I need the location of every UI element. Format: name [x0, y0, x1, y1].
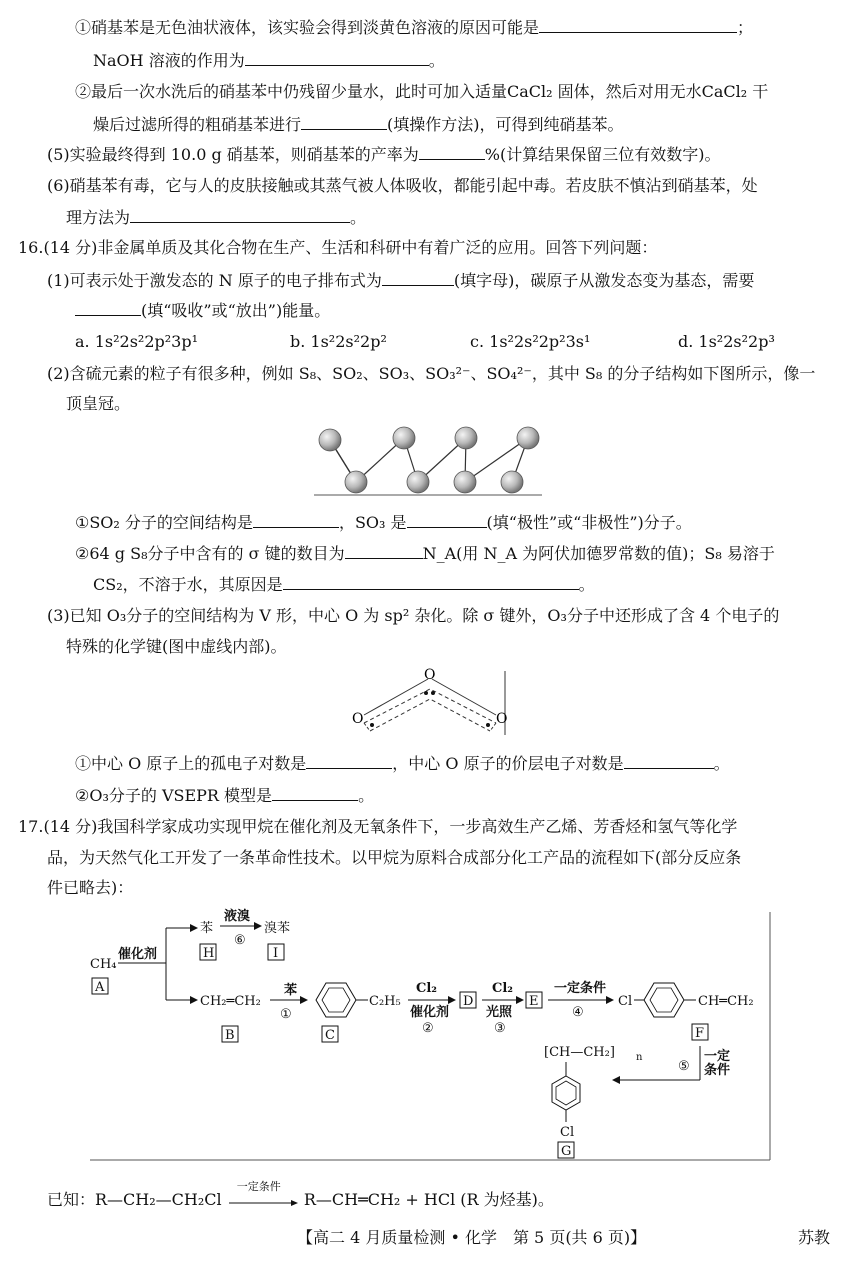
option-b: b. 1s²2s²2p²: [290, 332, 387, 351]
label-f: F: [695, 1026, 705, 1041]
label-e: E: [529, 994, 539, 1009]
answer-blank[interactable]: [301, 112, 387, 130]
s8-structure-diagram: [312, 420, 544, 500]
q17-title: 17.(14 分)我国科学家成功实现甲烷在催化剂及无氧条件下，一步高效生产乙烯、芳香烃和氢气等化学: [18, 817, 738, 836]
answer-blank[interactable]: [539, 15, 737, 33]
polymer-repeat-unit: [CH—CH₂]: [544, 1045, 615, 1060]
condition-5a: 一定: [704, 1049, 731, 1064]
oxygen-atom-left: O: [352, 711, 364, 727]
answer-blank[interactable]: [130, 205, 350, 223]
degree-polymerization: n: [636, 1052, 643, 1063]
label-c: C: [325, 1028, 335, 1043]
answer-blank[interactable]: [75, 298, 141, 316]
sulfur-atom: [501, 471, 523, 493]
answer-blank[interactable]: [407, 510, 487, 528]
known-condition: 一定条件: [236, 1179, 281, 1193]
sulfur-atom: [393, 427, 415, 449]
chloro-substituent: Cl: [618, 994, 633, 1009]
label-g: G: [561, 1144, 572, 1159]
step-6: ⑥: [234, 933, 246, 948]
q16-2-text-2: 顶皇冠。: [66, 394, 131, 413]
sulfur-atom: [517, 427, 539, 449]
step-5: ⑤: [678, 1059, 690, 1074]
footer-center: 【高二 4 月质量检测 • 化学 第 5 页(共 6 页)】: [297, 1228, 647, 1247]
answer-blank[interactable]: [419, 142, 485, 160]
q6-text-2: 理方法为 。: [66, 205, 366, 230]
answer-blank[interactable]: [624, 751, 714, 769]
answer-blank[interactable]: [306, 751, 392, 769]
synthesis-flowchart: [88, 908, 772, 1163]
answer-blank[interactable]: [283, 572, 579, 590]
sulfur-atom: [345, 471, 367, 493]
step-3: ③: [494, 1021, 506, 1036]
bromobenzene-label: 溴苯: [264, 921, 291, 936]
o3-bond-diagram: [350, 667, 510, 737]
answer-blank[interactable]: [245, 48, 429, 66]
sulfur-atom: [455, 427, 477, 449]
ethyl-group: C₂H₅: [369, 994, 401, 1009]
q6-text: (6)硝基苯有毒，它与人的皮肤接触或其蒸气被人体吸收，都能引起中毒。若皮肤不慎沾到硝基苯，处: [47, 176, 758, 195]
q4-1-text-2: NaOH 溶液的作用为 。: [93, 48, 445, 73]
sulfur-atom: [319, 429, 341, 451]
q5-text: (5)实验最终得到 10.0 g 硝基苯，则硝基苯的产率为 %(计算结果保留三位有效数字)。: [47, 142, 721, 167]
q17-text-2: 品，为天然气化工开发了一条革命性技术。以甲烷为原料合成部分化工产品的流程如下(部分反应条: [47, 848, 742, 867]
q16-2-2-text: ②64 g S₈分子中含有的 σ 键的数目为 N_A(用 N_A 为阿伏加德罗常数的值)；S₈ 易溶于: [75, 541, 775, 566]
benzene-reagent: 苯: [284, 983, 298, 998]
label-i: I: [273, 946, 279, 961]
q16-2-1-text: ①SO₂ 分子的空间结构是 ，SO₃ 是 (填“极性”或“非极性”)分子。: [75, 510, 692, 535]
q4-2-text: ②最后一次水洗后的硝基苯中仍残留少量水，此时可加入适量CaCl₂ 固体，然后对用无水CaCl₂ 干: [75, 82, 769, 101]
step-1: ①: [280, 1007, 292, 1022]
chlorine-reagent: Cl₂: [416, 981, 437, 996]
ethylene-label: CH₂═CH₂: [200, 994, 261, 1009]
chlorine-reagent-2: Cl₂: [492, 981, 513, 996]
q16-1-text: (1)可表示处于激发态的 N 原子的电子排布式为 (填字母)，碳原子从激发态变为基态，需要: [47, 268, 754, 293]
q16-3-1-text: ①中心 O 原子上的孤电子对数是 ，中心 O 原子的价层电子对数是 。: [75, 751, 730, 776]
q4-2-text-2: 燥后过滤所得的粗硝基苯进行 (填操作方法)，可得到纯硝基苯。: [93, 112, 624, 137]
catalyst-label: 催化剂: [118, 947, 158, 962]
sulfur-atom: [407, 471, 429, 493]
label-h: H: [203, 946, 215, 961]
answer-blank[interactable]: [345, 541, 423, 559]
vinyl-group: CH═CH₂: [698, 994, 754, 1009]
q17-text-3: 件已略去)：: [47, 878, 134, 897]
label-b: B: [225, 1028, 235, 1043]
benzene-label: 苯: [200, 921, 214, 936]
label-d: D: [463, 994, 474, 1009]
label-a: A: [95, 980, 105, 995]
catalyst-label-2: 催化剂: [410, 1005, 450, 1020]
option-d: d. 1s²2s²2p³: [678, 332, 775, 351]
sulfur-atom: [454, 471, 476, 493]
condition-5b: 条件: [704, 1063, 731, 1078]
q16-2-2-text-2: CS₂，不溶于水，其原因是 。: [93, 572, 595, 597]
answer-blank[interactable]: [382, 268, 454, 286]
known-reaction: 已知：R—CH₂—CH₂Cl 一定条件 R—CH═CH₂ + HCl (R 为烃基)。: [47, 1179, 554, 1209]
oxygen-atom-right: O: [496, 711, 508, 727]
q16-3-text: (3)已知 O₃分子的空间结构为 V 形，中心 O 为 sp² 杂化。除 σ 键外，O₃分子中还形成了含 4 个电子的: [47, 606, 780, 625]
chloro-substituent-g: Cl: [560, 1125, 575, 1140]
option-a: a. 1s²2s²2p²3p¹: [75, 332, 198, 351]
ch4-label: CH₄: [90, 957, 117, 972]
option-c: c. 1s²2s²2p²3s¹: [470, 332, 591, 351]
oxygen-atom-center: O: [424, 667, 436, 683]
q16-3-text-2: 特殊的化学键(图中虚线内部)。: [66, 637, 287, 656]
q4-1-text: ①硝基苯是无色油状液体，该实验会得到淡黄色溶液的原因可能是 ；: [75, 15, 753, 40]
footer-right: 苏教: [798, 1228, 831, 1247]
q16-3-2-text: ②O₃分子的 VSEPR 模型是 。: [75, 783, 374, 808]
step-2: ②: [422, 1021, 434, 1036]
condition-label: 一定条件: [554, 981, 607, 996]
q16-1-text-2: (填“吸收”或“放出”)能量。: [75, 298, 330, 323]
q16-2-text: (2)含硫元素的粒子有很多种，例如 S₈、SO₂、SO₃、SO₃²⁻、SO₄²⁻，其中 S₈ 的分子结构如下图所示，像一: [47, 364, 816, 383]
q16-title: 16.(14 分)非金属单质及其化合物在生产、生活和科研中有着广泛的应用。回答下列问题：: [18, 238, 658, 257]
answer-blank[interactable]: [272, 783, 358, 801]
light-condition: 光照: [486, 1005, 513, 1020]
step-4: ④: [572, 1005, 584, 1020]
answer-blank[interactable]: [253, 510, 339, 528]
liquid-bromine-label: 液溴: [224, 909, 251, 924]
